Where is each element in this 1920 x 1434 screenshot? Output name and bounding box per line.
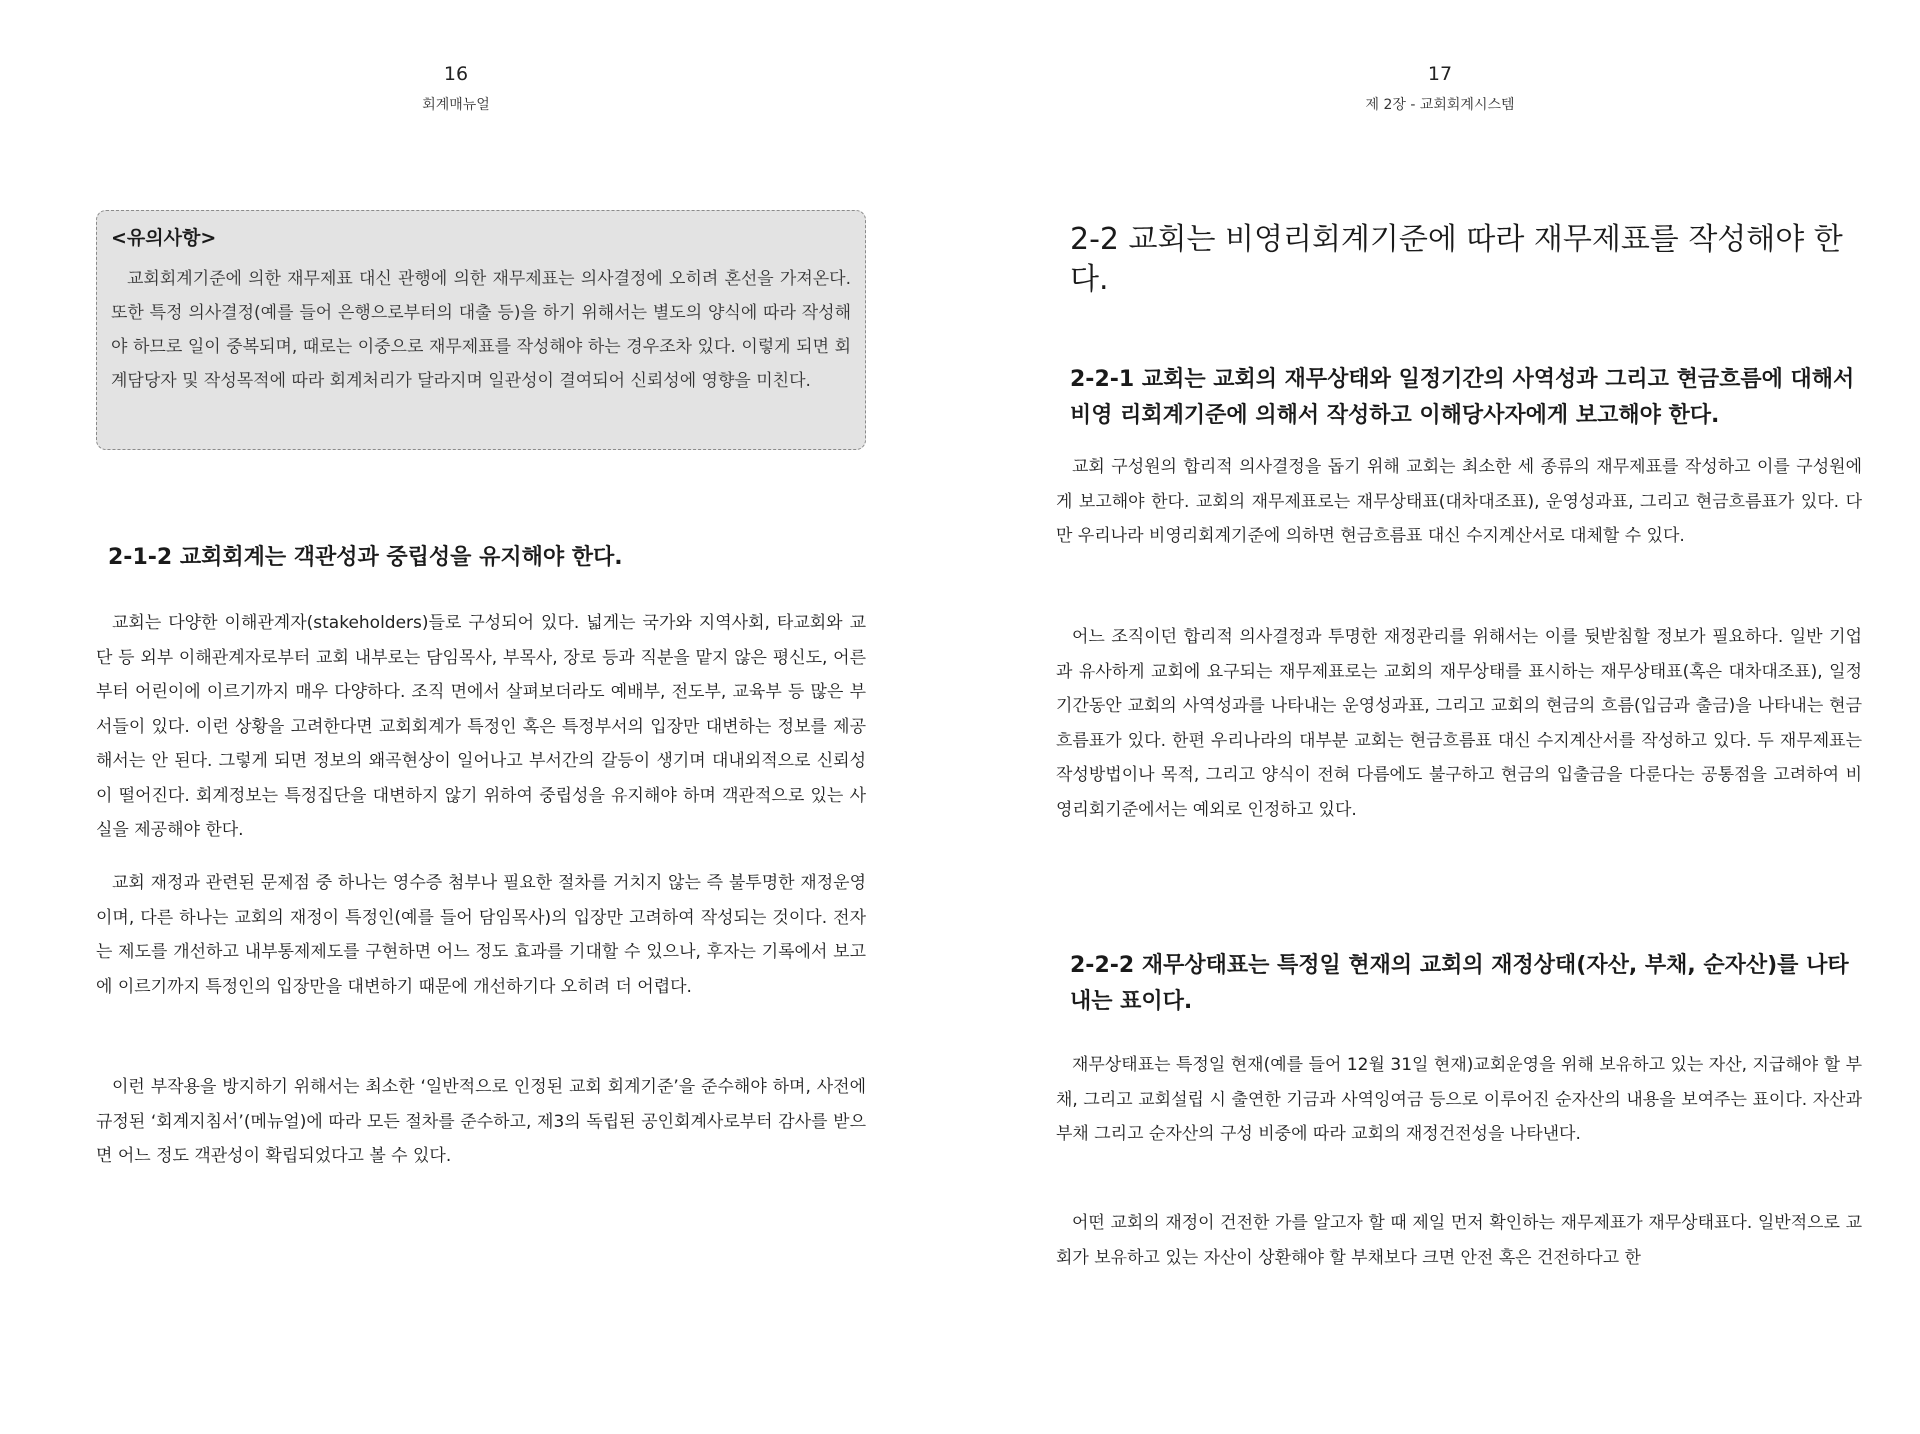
right-running-header — [960, 62, 1920, 114]
section1-heading-block — [1070, 362, 1860, 434]
body-text — [96, 1070, 866, 1174]
paragraph: 교회는 다양한 이해관계자(stakeholders)들로 구성되어 있다. 넓게는 국가와 지역사회, 타교회와 교단 등 외부 이해관계자로부터 교회 내부로는 담임목사, 부목사, 장로 등과 직분을 맡지 않은 평신도, 어른부터 어린이에 이르기까지 매우 다양하다. 조직 면에서 살펴보더라도 예배부, 전도부, 교육부 등 많은 부서들이 있다. 이런 상황을 고려한다면 교회회계가 특정인 혹은 특정부서의 입장만 대변하는 정보를 제공해서는 안 된다. 그렇게 되면 정보의 왜곡현상이 일어나고 부서간의 갈등이 생기며 대내외적으로 신뢰성이 떨어진다. 회계정보는 특정집단을 대변하지 않기 위하여 중립성을 유지해야 하며 객관적으로 있는 사실을 제공해야 한다. — [96, 613, 866, 840]
section-heading: 2-2-2 재무상태표는 특정일 현재의 교회의 재정상태(자산, 부채, 순자산)를 나타내는 표이다. — [1070, 953, 1849, 1014]
section2-heading-block — [1070, 948, 1860, 1020]
body-text — [96, 606, 866, 848]
right-page — [960, 0, 1920, 1434]
section-heading: 2-1-2 교회회계는 객관성과 중립성을 유지해야 한다. — [108, 545, 623, 570]
paragraph: 이런 부작용을 방지하기 위해서는 최소한 ‘일반적으로 인정된 교회 회계기준’을 준수해야 하며, 사전에 규정된 ‘회계지침서’(메뉴얼)에 따라 모든 절차를 준수하고, 제3의 독립된 공인회계사로부터 감사를 받으면 어느 정도 객관성이 확립되었다고 볼 수 있다. — [96, 1077, 866, 1166]
running-title: 제 2장 - 교회회계시스템 — [1365, 97, 1515, 113]
body-text — [96, 866, 866, 1004]
page-number: 16 — [443, 63, 469, 85]
left-running-header — [0, 62, 936, 114]
paragraph: 어느 조직이던 합리적 의사결정과 투명한 재정관리를 위해서는 이를 뒷받침할 정보가 필요하다. 일반 기업과 유사하게 교회에 요구되는 재무제표로는 교회의 재무상태를 표시하는 재무상태표(혹은 대차대조표), 일정기간동안 교회의 사역성과를 나타내는 운영성과표, 그리고 교회의 현금의 흐름(입금과 출금)을 나타내는 현금흐름표가 있다. 한편 우리나라의 대부분 교회는 현금흐름표 대신 수지계산서를 작성하고 있다. 두 재무제표는 작성방법이나 목적, 그리고 양식이 전혀 다름에도 불구하고 현금의 입출금을 다룬다는 공통점을 고려하여 비영리회기준에서는 예외로 인정하고 있다. — [1056, 627, 1862, 820]
body-text — [1056, 1048, 1862, 1152]
section-heading-block — [108, 540, 868, 576]
paragraph: 어떤 교회의 재정이 건전한 가를 알고자 할 때 제일 먼저 확인하는 재무제표가 재무상태표다. 일반적으로 교회가 보유하고 있는 자산이 상환해야 할 부채보다 크면 안전 혹은 건전하다고 한 — [1056, 1213, 1862, 1268]
main-heading-block — [1070, 220, 1860, 300]
body-text — [1056, 450, 1862, 554]
running-title: 회계매뉴얼 — [422, 97, 490, 113]
page-number: 17 — [1427, 63, 1453, 85]
notice-body: 교회회계기준에 의한 재무제표 대신 관행에 의한 재무제표는 의사결정에 오히려 혼선을 가져온다. 또한 특정 의사결정(예를 들어 은행으로부터의 대출 등)을 하기 위해서는 별도의 양식에 따라 작성해야 하므로 일이 중복되며, 때로는 이중으로 재무제표를 작성해야 하는 경우조차 있다. 이렇게 되면 회계담당자 및 작성목적에 따라 회계처리가 달라지며 일관성이 결여되어 신뢰성에 영향을 미친다. — [111, 269, 851, 391]
notice-box — [96, 210, 866, 450]
body-text — [1056, 620, 1862, 827]
main-heading: 2-2 교회는 비영리회계기준에 따라 재무제표를 작성해야 한다. — [1070, 222, 1843, 297]
paragraph: 교회 재정과 관련된 문제점 중 하나는 영수증 첨부나 필요한 절차를 거치지 않는 즉 불투명한 재정운영이며, 다른 하나는 교회의 재정이 특정인(예를 들어 담임목사)의 입장만 고려하여 작성되는 것이다. 전자는 제도를 개선하고 내부통제제도를 구현하면 어느 정도 효과를 기대할 수 있으나, 후자는 기록에서 보고에 이르기까지 특정인의 입장만을 대변하기 때문에 개선하기다 오히려 더 어렵다. — [96, 873, 866, 997]
section-heading: 2-2-1 교회는 교회의 재무상태와 일정기간의 사역성과 그리고 현금흐름에 대해서 비영 리회계기준에 의해서 작성하고 이해당사자에게 보고해야 한다. — [1070, 367, 1855, 428]
body-text — [1056, 1206, 1862, 1275]
notice-title: <유의사항> — [111, 227, 217, 249]
paragraph: 교회 구성원의 합리적 의사결정을 돕기 위해 교회는 최소한 세 종류의 재무제표를 작성하고 이를 구성원에게 보고해야 한다. 교회의 재무제표로는 재무상태표(대차대조표), 운영성과표, 그리고 현금흐름표가 있다. 다만 우리나라 비영리회계기준에 의하면 현금흐름표 대신 수지계산서로 대체할 수 있다. — [1056, 457, 1862, 546]
paragraph: 재무상태표는 특정일 현재(예를 들어 12월 31일 현재)교회운영을 위해 보유하고 있는 자산, 지급해야 할 부채, 그리고 교회설립 시 출연한 기금과 사역잉여금 등으로 이루어진 순자산의 내용을 보여주는 표이다. 자산과 부채 그리고 순자산의 구성 비중에 따라 교회의 재정건전성을 나타낸다. — [1056, 1055, 1862, 1144]
